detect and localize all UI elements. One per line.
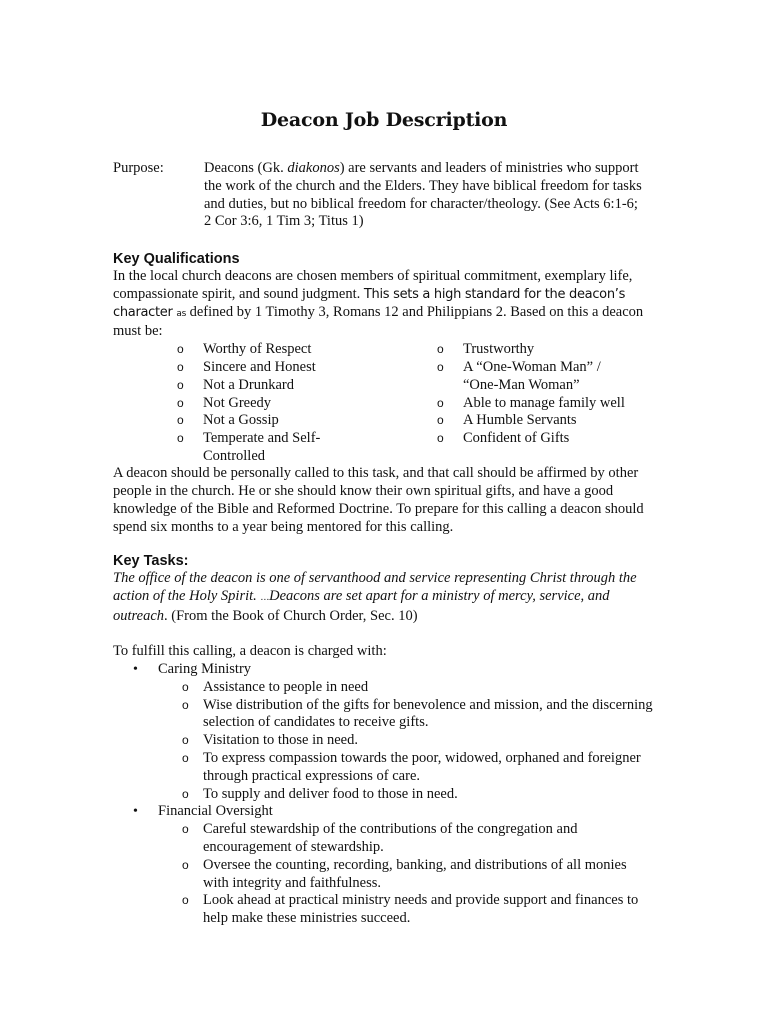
task-group-title: Caring Ministry <box>158 660 252 677</box>
qualification-item <box>177 377 327 395</box>
qualification-text: Not a Gossip <box>203 412 279 429</box>
task-item <box>113 821 653 857</box>
circle-bullet-icon: o <box>177 359 184 374</box>
key-tasks-section <box>113 552 653 928</box>
qualification-text: Not a Drunkard <box>203 376 295 393</box>
task-item <box>113 892 653 928</box>
qualifications-right-list <box>437 341 657 448</box>
task-text: Assistance to people in need <box>203 678 369 695</box>
circle-bullet-icon: o <box>182 733 189 748</box>
task-group-caring-ministry <box>113 661 653 679</box>
task-groups-list-2 <box>113 803 653 821</box>
circle-bullet-icon: o <box>177 431 184 446</box>
circle-bullet-icon: o <box>182 893 189 908</box>
task-group-financial-oversight <box>113 803 653 821</box>
qualifications-intro-part-4: defined by 1 Timothy 3, Romans 12 and Philippians 2. Based on this a deacon must be: <box>113 303 644 340</box>
financial-oversight-items <box>113 821 653 928</box>
task-text: Careful stewardship of the contributions of the congregation and encouragement of stewardship. <box>203 821 578 855</box>
circle-bullet-icon: o <box>177 342 184 357</box>
task-item <box>113 857 653 893</box>
circle-bullet-icon: o <box>437 413 444 428</box>
purpose-text <box>204 160 644 231</box>
qualification-item <box>177 395 327 413</box>
caring-ministry-items <box>113 679 653 804</box>
qualifications-intro-part-1: In the local church deacons are chosen members of spiritual commitment, exemplary life, compassionate spirit, and sound judgment. <box>113 268 633 302</box>
qualification-text: Temperate and Self-Controlled <box>203 430 321 464</box>
task-text: Wise distribution of the gifts for benevolence and mission, and the discerning selection of candidates to receive gifts. <box>203 696 653 731</box>
qualification-text: Able to manage family well <box>463 394 625 411</box>
purpose-text-start: Deacons (Gk. <box>204 160 288 176</box>
key-tasks-heading: Key Tasks: <box>113 553 189 569</box>
tasks-intro-italic-2: Deacons are set apart for a ministry of mercy, service, and outreach <box>113 587 610 624</box>
purpose-italic-term: diakonos <box>287 160 340 176</box>
task-item <box>113 750 653 786</box>
purpose-text-rest: ) are servants and leaders of ministries who support the work of the church and the Elders. They have biblical freedom for tasks and duties, but no biblical freedom for character/theology. (See Acts 6:1-6; 2 Cor 3:6, 1 Tim 3; Titus 1) <box>204 160 642 230</box>
circle-bullet-icon: o <box>182 786 189 801</box>
qualifications-columns <box>113 341 653 465</box>
circle-bullet-icon: o <box>182 697 189 712</box>
circle-bullet-icon: o <box>182 857 189 872</box>
qualification-item <box>437 412 657 430</box>
circle-bullet-icon: o <box>182 750 189 765</box>
key-qualifications-heading: Key Qualifications <box>113 251 240 267</box>
qualification-item <box>437 359 613 395</box>
charge-intro: To fulfill this calling, a deacon is charged with: <box>113 643 387 660</box>
task-item <box>113 732 653 750</box>
qualifications-closing: A deacon should be personally called to this task, and that call should be affirmed by other people in the church. He or she should know their own spiritual gifts, and have a good knowledge of the Bible and Reformed Doctrine. To prepare for this calling a deacon should spend six months to a year being mentored for this calling. <box>113 465 644 535</box>
purpose-label: Purpose: <box>113 160 164 176</box>
tasks-intro <box>113 570 653 625</box>
task-groups-list <box>113 661 653 679</box>
qualification-text: Sincere and Honest <box>203 358 316 375</box>
tasks-intro-ellipsis: … <box>260 592 270 603</box>
tasks-intro-italic-1: The office of the deacon is one of servanthood and service representing Christ through the action of the Holy Spirit. <box>113 570 637 604</box>
qualification-text: Confident of Gifts <box>463 430 570 447</box>
tasks-intro-source: . (From the Book of Church Order, Sec. 10) <box>164 607 418 624</box>
qualification-item <box>177 430 325 466</box>
dot-bullet-icon: • <box>133 661 138 677</box>
qualifications-intro-as: as <box>176 308 186 319</box>
qualification-item <box>437 430 657 448</box>
task-text: Oversee the counting, recording, banking, and distributions of all monies with integrity and faithfulness. <box>203 856 627 891</box>
task-text: To express compassion towards the poor, widowed, orphaned and foreigner through practical expressions of care. <box>203 749 641 784</box>
qualification-text: A “One-Woman Man” / “One-Man Woman” <box>463 358 601 393</box>
task-text: Look ahead at practical ministry needs and provide support and finances to help make these ministries succeed. <box>203 892 639 927</box>
circle-bullet-icon: o <box>437 342 444 357</box>
task-item <box>113 679 653 697</box>
task-text: To supply and deliver food to those in need. <box>203 785 458 802</box>
qualification-text: Not Greedy <box>203 394 272 411</box>
key-qualifications-section <box>113 250 653 536</box>
dot-bullet-icon: • <box>133 804 138 820</box>
qualification-item <box>177 359 327 377</box>
circle-bullet-icon: o <box>182 822 189 837</box>
task-group-title: Financial Oversight <box>158 803 273 820</box>
qualification-text: Worthy of Respect <box>203 341 312 358</box>
circle-bullet-icon: o <box>437 431 444 446</box>
task-text: Visitation to those in need. <box>203 732 358 749</box>
circle-bullet-icon: o <box>177 395 184 410</box>
qualification-item <box>177 412 327 430</box>
circle-bullet-icon: o <box>437 395 444 410</box>
qualifications-intro-part-2: This sets a high standard for the deacon’s character <box>113 286 626 320</box>
page-title: Deacon Job Description <box>260 109 508 131</box>
qualification-item <box>177 341 327 359</box>
qualification-text: Trustworthy <box>463 341 535 358</box>
qualification-item <box>437 395 657 413</box>
qualifications-intro <box>113 268 653 341</box>
qualification-item <box>437 341 657 359</box>
circle-bullet-icon: o <box>437 359 444 374</box>
qualifications-left-list <box>177 341 327 466</box>
circle-bullet-icon: o <box>177 377 184 392</box>
circle-bullet-icon: o <box>177 413 184 428</box>
qualification-text: A Humble Servants <box>463 412 577 429</box>
circle-bullet-icon: o <box>182 679 189 694</box>
task-item <box>113 786 653 804</box>
task-item <box>113 697 653 733</box>
